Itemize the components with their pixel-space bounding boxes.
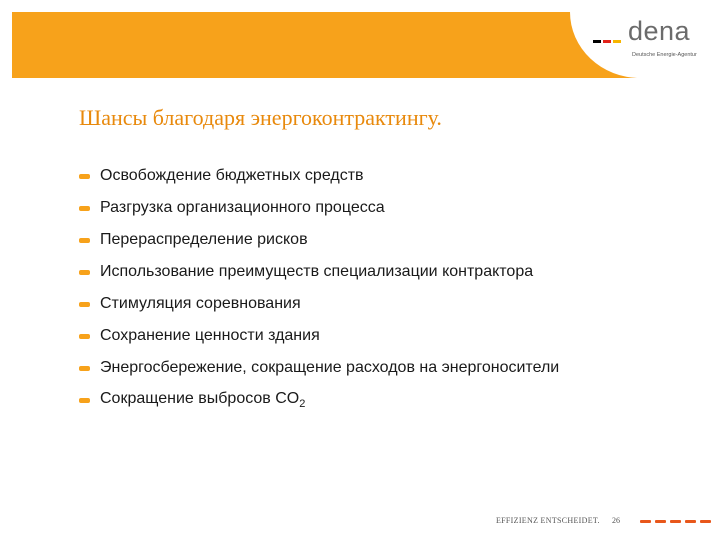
bullet-marker (79, 238, 90, 243)
bullet-text: Освобождение бюджетных средств (100, 167, 364, 184)
slide-title: Шансы благодаря энергоконтрактингу. (79, 105, 442, 130)
bullet-text: Стимуляция соревнования (100, 295, 301, 312)
footer-dash (670, 520, 681, 523)
bullet-marker (79, 270, 90, 275)
logo-dash-black (593, 40, 601, 43)
bullet-item (79, 320, 559, 352)
bullet-item (79, 160, 559, 192)
bullet-text: Энергосбережение, сокращение расходов на энергоносители (100, 359, 560, 376)
footer-dashes (640, 520, 710, 524)
footer-dash (700, 520, 711, 523)
header-band (12, 12, 720, 78)
bullet-text-co2 (100, 390, 305, 410)
logo-dash-gold (613, 40, 621, 43)
bullet-marker (79, 366, 90, 371)
bullet-item (79, 192, 559, 224)
logo-subtitle: Deutsche Energie-Agentur (632, 52, 697, 58)
bullet-text: Разгрузка организационного процесса (100, 199, 385, 216)
bullet-marker (79, 206, 90, 211)
bullet-marker (79, 302, 90, 307)
co2-subscript: 2 (299, 398, 306, 411)
bullet-item (79, 256, 559, 288)
bullet-marker (79, 334, 90, 339)
bullet-text: Использование преимуществ специализации контрактора (100, 263, 534, 280)
co2-text: Сокращение выбросов CO (100, 389, 300, 407)
bullet-item (79, 288, 559, 320)
footer-slogan: EFFIZIENZ ENTSCHEIDET. (496, 516, 600, 525)
logo-panel (570, 12, 720, 78)
dena-logo: dena (628, 16, 691, 46)
bullet-list (79, 160, 559, 416)
logo-dashes (593, 40, 623, 46)
page-number: 26 (612, 516, 620, 525)
footer-dash (685, 520, 696, 523)
bullet-text: Перераспределение рисков (100, 231, 308, 248)
bullet-marker (79, 174, 90, 179)
footer-dash (655, 520, 666, 523)
bullet-item (79, 352, 559, 384)
logo-dash-red (603, 40, 611, 43)
bullet-item (79, 384, 559, 416)
bullet-text: Сохранение ценности здания (100, 327, 320, 344)
footer-dash (640, 520, 651, 523)
bullet-item (79, 224, 559, 256)
bullet-marker (79, 398, 90, 403)
